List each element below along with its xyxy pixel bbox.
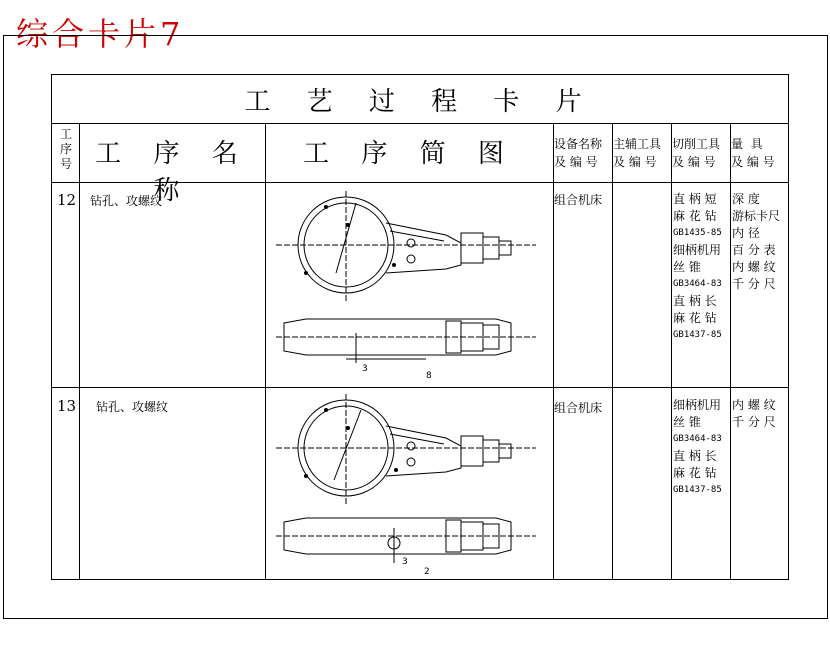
- process-card-table: [51, 74, 789, 580]
- row-13-equipment: 组合机床: [554, 401, 603, 415]
- cut-tool-line: 麻 花 钻: [673, 209, 717, 223]
- row-12-equipment: 组合机床: [554, 193, 603, 207]
- row-12-cut-tools: [673, 191, 730, 344]
- sketch-label: 3: [402, 557, 408, 567]
- cut-tool-line: 直 柄 长: [673, 449, 717, 463]
- gauge-line: 内 径: [732, 226, 760, 240]
- row-13-name: 钻孔、攻螺纹: [96, 400, 169, 414]
- sketch-label: 3: [362, 364, 368, 374]
- gauge-line: 千 分 尺: [732, 415, 776, 429]
- header-gauge: 量 具 及 编 号: [731, 137, 775, 169]
- header-aux-tool: 主辅工具 及 编 号: [613, 137, 662, 169]
- header-cut-tool: 切削工具 及 编 号: [672, 137, 721, 169]
- row-13-no: 13: [57, 397, 77, 415]
- cut-tool-code: GB1437-85: [673, 485, 722, 495]
- sketch-label: 2: [424, 567, 430, 577]
- header-proc-sketch: 工 序 简 图: [303, 139, 516, 169]
- col-divider: [612, 123, 613, 579]
- col-divider: [671, 123, 672, 579]
- row-12-gauges: [732, 191, 789, 293]
- row-12-name: 钻孔、攻螺纹: [90, 194, 163, 208]
- cut-tool-code: GB3464-83: [673, 434, 722, 444]
- cut-tool-line: 麻 花 钻: [673, 311, 717, 325]
- cut-tool-code: GB3464-83: [673, 279, 722, 289]
- gauge-line: 千 分 尺: [732, 277, 776, 291]
- cut-tool-line: 直 柄 长: [673, 294, 717, 308]
- gauge-line: 百 分 表: [732, 243, 776, 257]
- card-title: 工 艺 过 程 卡 片: [52, 75, 788, 124]
- gauge-line: 深 度: [732, 192, 760, 206]
- gauge-line: 内 螺 纹: [732, 398, 776, 412]
- cut-tool-line: 直 柄 短: [673, 192, 717, 206]
- gauge-line: 内 螺 纹: [732, 260, 776, 274]
- header-equipment: 设备名称 及 编 号: [554, 137, 603, 169]
- cut-tool-code: GB1435-85: [673, 228, 722, 238]
- cut-tool-line: 细柄机用: [673, 398, 722, 412]
- gauge-line: 游标卡尺: [732, 209, 781, 223]
- cut-tool-line: 丝 锥: [673, 260, 701, 274]
- cut-tool-line: 麻 花 钻: [673, 466, 717, 480]
- row-13-sketch: [266, 388, 553, 579]
- card-label: 综合卡片7: [16, 15, 185, 53]
- sketch-label: 8: [426, 371, 432, 381]
- header-proc-no: 工 序 号: [59, 127, 72, 171]
- row-12-no: 12: [57, 191, 77, 209]
- row-13-cut-tools: [673, 397, 730, 499]
- row-12-sketch: [266, 183, 553, 387]
- cut-tool-line: 细柄机用: [673, 243, 722, 257]
- col-divider: [730, 123, 731, 579]
- row-13-gauges: [732, 397, 789, 431]
- header-proc-name: 工 序 名 称: [95, 139, 250, 206]
- cut-tool-line: 丝 锥: [673, 415, 701, 429]
- cut-tool-code: GB1437-85: [673, 330, 722, 340]
